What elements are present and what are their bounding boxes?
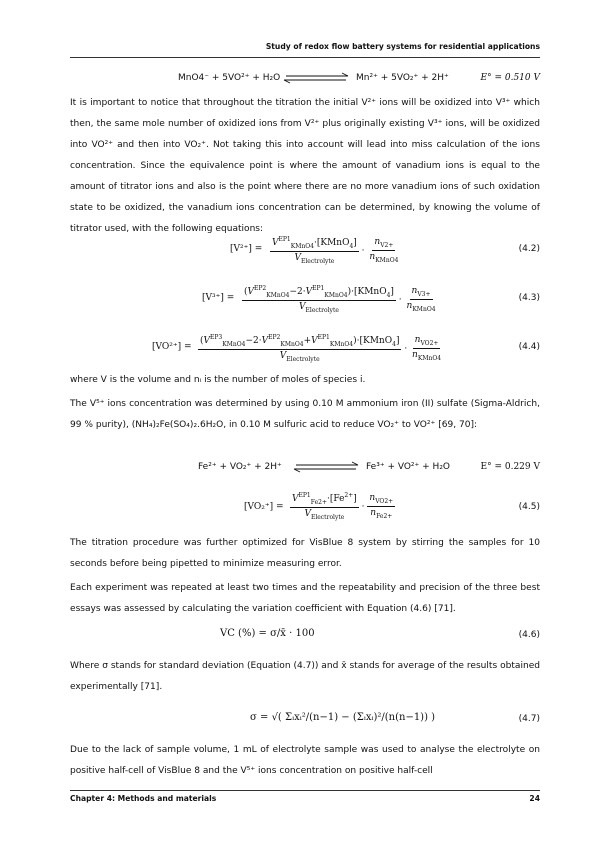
header-rule — [70, 57, 540, 58]
eq43-lhs: [V³⁺] = — [202, 293, 235, 303]
equation-4-3: [V³⁺] = $\frac{(V^{EP2}_{KMnO4}-2\cdot V^{EP1}_{KMnO4})\cdot[KMnO_4]}{V_{Electrolyte}}$ · $\frac{n_{V3+}}{n_{KMnO4}}$ (4.3) — [202, 285, 540, 314]
reaction-2-left: Fe²⁺ + VO₂⁺ + 2H⁺ — [198, 462, 282, 472]
paragraph-2: where V is the volume and nᵢ is the number of moles of species i. — [70, 375, 366, 385]
reaction-1-right: Mn²⁺ + 5VO₂⁺ + 2H⁺ — [356, 73, 449, 83]
paragraph-6: Where σ stands for standard deviation (Equation (4.7)) and x̄ stands for average of the results obtained experimentally [71]. — [70, 661, 540, 692]
reaction-2-potential: E° = 0.229 V — [480, 462, 540, 472]
eq46-text: VC (%) = σ/x̄ · 100 — [220, 628, 315, 639]
eq47-text: σ = √( Σᵢxᵢ²/(n−1) − (Σᵢxᵢ)²/(n(n−1)) ) — [250, 712, 436, 723]
equation-4-5: [VO₂⁺] = $\frac{V^{EP1}_{Fe2+}\cdot[Fe^{2+}]}{V_{Electrolyte}}$ · $\frac{n_{VO2+}}{n_{Fe2+}}$ (4.5) — [244, 492, 540, 521]
paragraph-7: Due to the lack of sample volume, 1 mL of electrolyte sample was used to analyse the electrolyte on positive half-cell of VisBlue 8 and the V⁵⁺ ions concentration on positive half-cell — [70, 745, 540, 776]
equation-4-2: [V²⁺] = $\frac{V^{EP1}_{KMnO4}\cdot[KMnO_4]}{V_{Electrolyte}}$ · $\frac{n_{V2+}}{n_{KMnO4}}$ (4.2) — [230, 236, 540, 265]
reaction-1-left: MnO4⁻ + 5VO²⁺ + H₂O — [178, 73, 281, 83]
equation-4-7 — [70, 706, 540, 736]
paragraph-1: It is important to notice that throughout the titration the initial V²⁺ ions will be oxidized into V³⁺ which then, the same mole number of oxidized ions from V²⁺ plus originally existing V³⁺ ions, will be oxidized into VO²⁺ and then into VO₂⁺. Not taking this into account will lead into miss calculation of the ions concentration. Since the equivalence point is where the amount of vanadium ions is equal to the amount of titrator ions and also is the point where there are no more vanadium ions of such oxidation state to be oxidized, the vanadium ions concentration can be determined, by knowing the volume of titrator used, with the following equations: — [70, 98, 540, 234]
equation-4-4: [VO²⁺] = $\frac{(V^{EP3}_{KMnO4}-2\cdot V^{EP2}_{KMnO4}+V^{EP1}_{KMnO4})\cdot[KMnO_4]}{V_{Electrolyte}}$ · $\frac{n_{VO2+}}{n_{KMnO4}}$ (4.4) — [152, 334, 540, 363]
reaction-2-right: Fe³⁺ + VO²⁺ + H₂O — [366, 462, 451, 472]
eq42-lhs: [V²⁺] = — [230, 244, 263, 254]
eq45-lhs: [VO₂⁺] = — [244, 502, 284, 512]
page-number: 24 — [529, 794, 540, 803]
paragraph-5: Each experiment was repeated at least two times and the repeatability and precision of the three best essays was assessed by calculating the variation coefficient with Equation (4.6) [71]. — [70, 583, 540, 614]
paragraph-3: The V⁵⁺ ions concentration was determined by using 0.10 M ammonium iron (II) sulfate (Sigma-Aldrich, 99 % purity), (NH₄)₂Fe(SO₄)₂.6H₂O, in 0.10 M sulfuric acid to reduce VO₂⁺ to VO²⁺ [69, 70]: — [70, 399, 540, 430]
running-header: Study of redox flow battery systems for residential applications — [265, 42, 540, 51]
footer-rule — [70, 790, 540, 791]
eq44-number: (4.4) — [518, 342, 540, 352]
equilibrium-arrow-icon — [292, 461, 360, 473]
eq46-number: (4.6) — [518, 630, 540, 640]
eq47-number: (4.7) — [518, 714, 540, 724]
reaction-1-potential: E° = 0.510 V — [480, 73, 540, 83]
eq45-number: (4.5) — [518, 502, 540, 512]
equation-4-6 — [70, 624, 540, 654]
footer-chapter: Chapter 4: Methods and materials — [70, 794, 217, 803]
eq44-lhs: [VO²⁺] = — [152, 342, 192, 352]
equilibrium-arrow-icon — [282, 72, 350, 84]
eq43-number: (4.3) — [518, 293, 540, 303]
reaction-2 — [70, 459, 540, 489]
eq42-number: (4.2) — [518, 244, 540, 254]
paragraph-4: The titration procedure was further optimized for VisBlue 8 system by stirring the samples for 10 seconds before being pipetted to minimize measuring error. — [70, 538, 540, 569]
